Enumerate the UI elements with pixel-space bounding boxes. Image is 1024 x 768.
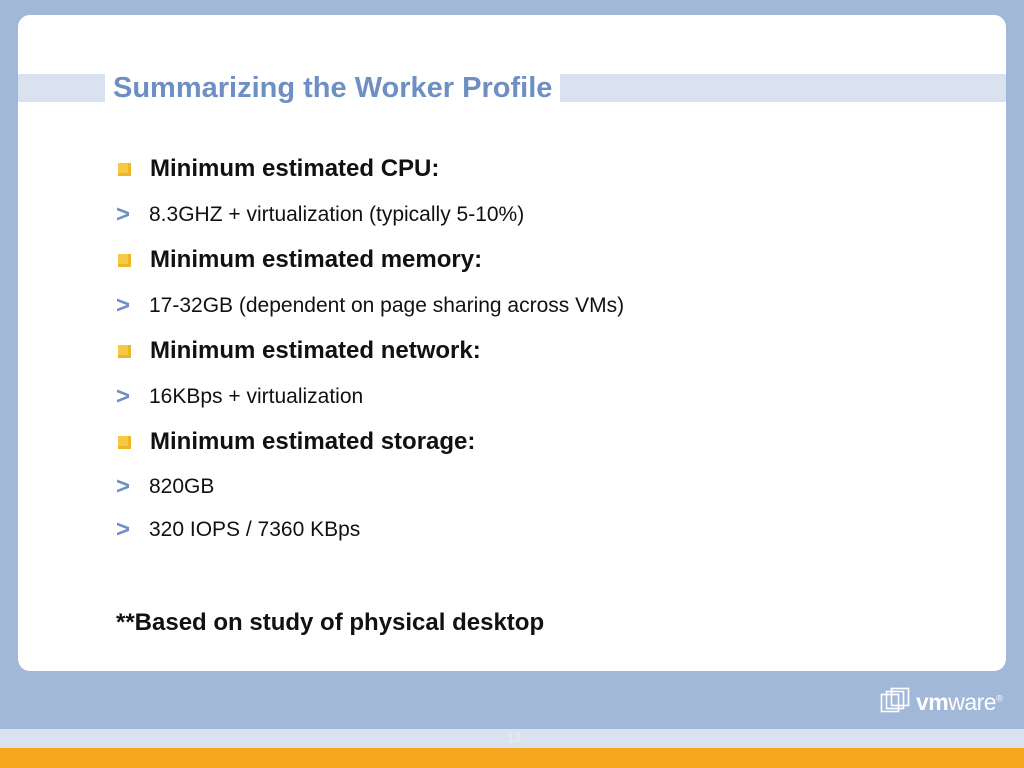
title-container [105,66,560,110]
detail-cpu-value [116,202,524,228]
square-bullet-icon [118,345,131,358]
heading-text: Minimum estimated CPU: [150,155,440,182]
chevron-right-icon: > [116,201,131,228]
detail-text: 320 IOPS / 7360 KBps [149,518,361,541]
detail-storage-capacity [116,474,214,500]
detail-memory-value [116,293,624,319]
chevron-right-icon: > [116,292,131,319]
vmware-logo [880,687,1002,717]
square-bullet-icon [118,254,131,267]
heading-cpu [118,155,439,183]
detail-network-value [116,384,363,410]
heading-text: Minimum estimated storage: [150,428,476,455]
heading-network [118,337,481,365]
detail-text: 820GB [149,475,215,498]
detail-text: 16KBps + virtualization [149,385,364,408]
square-bullet-icon [118,436,131,449]
footer-accent-bar [0,748,1024,768]
vmware-wordmark: vmware® [916,688,1003,715]
footnote [116,608,544,638]
detail-text: 8.3GHZ + virtualization (typically 5-10%) [149,203,525,226]
chevron-right-icon: > [116,473,131,500]
chevron-right-icon: > [116,383,131,410]
page-number: 13 [506,730,522,745]
detail-text: 17-32GB (dependent on page sharing across VMs) [149,294,625,317]
vmware-squares-icon [880,687,910,717]
square-bullet-icon [118,163,131,176]
slide-title: Summarizing the Worker Profile [113,71,553,104]
heading-storage [118,428,475,456]
detail-storage-iops [116,517,360,543]
heading-text: Minimum estimated network: [150,337,481,364]
footnote-text: **Based on study of physical desktop [116,609,545,636]
heading-memory [118,246,482,274]
chevron-right-icon: > [116,516,131,543]
heading-text: Minimum estimated memory: [150,246,483,273]
